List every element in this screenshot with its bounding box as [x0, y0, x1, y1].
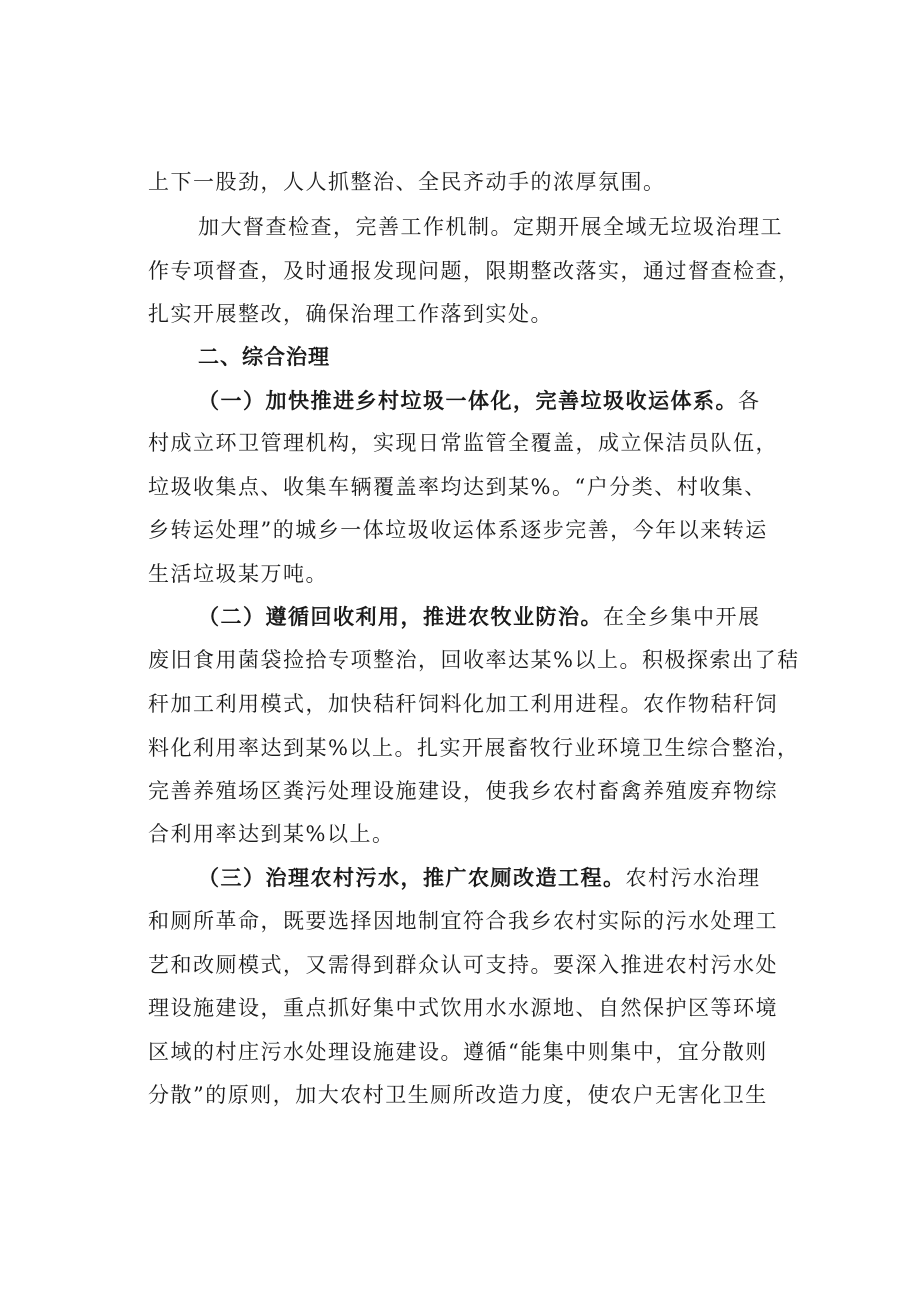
text-run: 在全乡集中开展: [603, 605, 761, 629]
paragraph-start: [198, 863, 761, 893]
subsection-heading: （三）治理农村污水，推广农厕改造工程。: [198, 865, 626, 890]
paragraph-start: [198, 602, 761, 632]
text-line: 和厕所革命，既要选择因地制宜符合我乡农村实际的污水处理工: [148, 909, 778, 933]
subsection-heading: （二）遵循回收利用，推进农牧业防治。: [198, 604, 603, 629]
text-line: 村成立环卫管理机构，实现日常监管全覆盖，成立保洁员队伍，: [148, 431, 778, 455]
paragraph-start: 加大督查检查，完善工作机制。定期开展全域无垃圾治理工: [198, 215, 783, 239]
text-line: 作专项督查，及时通报发现问题，限期整改落实，通过督查检查，: [148, 259, 801, 283]
text-line: 合利用率达到某%以上。: [148, 822, 395, 846]
text-line: 完善养殖场区粪污处理设施建设，使我乡农村畜禽养殖废弃物综: [148, 779, 778, 803]
text-line: 乡转运处理”的城乡一体垃圾收运体系逐步完善，今年以来转运: [148, 518, 768, 542]
text-line: 上下一股劲，人人抓整治、全民齐动手的浓厚氛围。: [148, 170, 666, 194]
paragraph-start: [198, 386, 761, 416]
text-line: 料化利用率达到某%以上。扎实开展畜牧行业环境卫生综合整治，: [148, 736, 800, 760]
subsection-heading: （一）加快推进乡村垃圾一体化，完善垃圾收运体系。: [198, 388, 738, 413]
text-run: 各: [738, 389, 761, 413]
text-line: 生活垃圾某万吨。: [148, 562, 328, 586]
text-line: 艺和改厕模式，又需得到群众认可支持。要深入推进农村污水处: [148, 953, 778, 977]
text-line: 废旧食用菌袋捡拾专项整治，回收率达某%以上。积极探索出了秸: [148, 648, 800, 672]
text-line: 区域的村庄污水处理设施建设。遵循“能集中则集中，宜分散则: [148, 1040, 768, 1064]
text-line: 扎实开展整改，确保治理工作落到实处。: [148, 302, 553, 326]
text-run: 农村污水治理: [625, 866, 761, 890]
text-line: 分散”的原则，加大农村卫生厕所改造力度，使农户无害化卫生: [148, 1083, 768, 1107]
text-line: 秆加工利用模式，加快秸秆饲料化加工利用进程。农作物秸秆饲: [148, 692, 778, 716]
text-line: 垃圾收集点、收集车辆覆盖率均达到某%。“户分类、村收集、: [148, 475, 767, 499]
text-line: 理设施建设，重点抓好集中式饮用水水源地、自然保护区等环境: [148, 996, 778, 1020]
section-heading: 二、综合治理: [198, 344, 330, 369]
